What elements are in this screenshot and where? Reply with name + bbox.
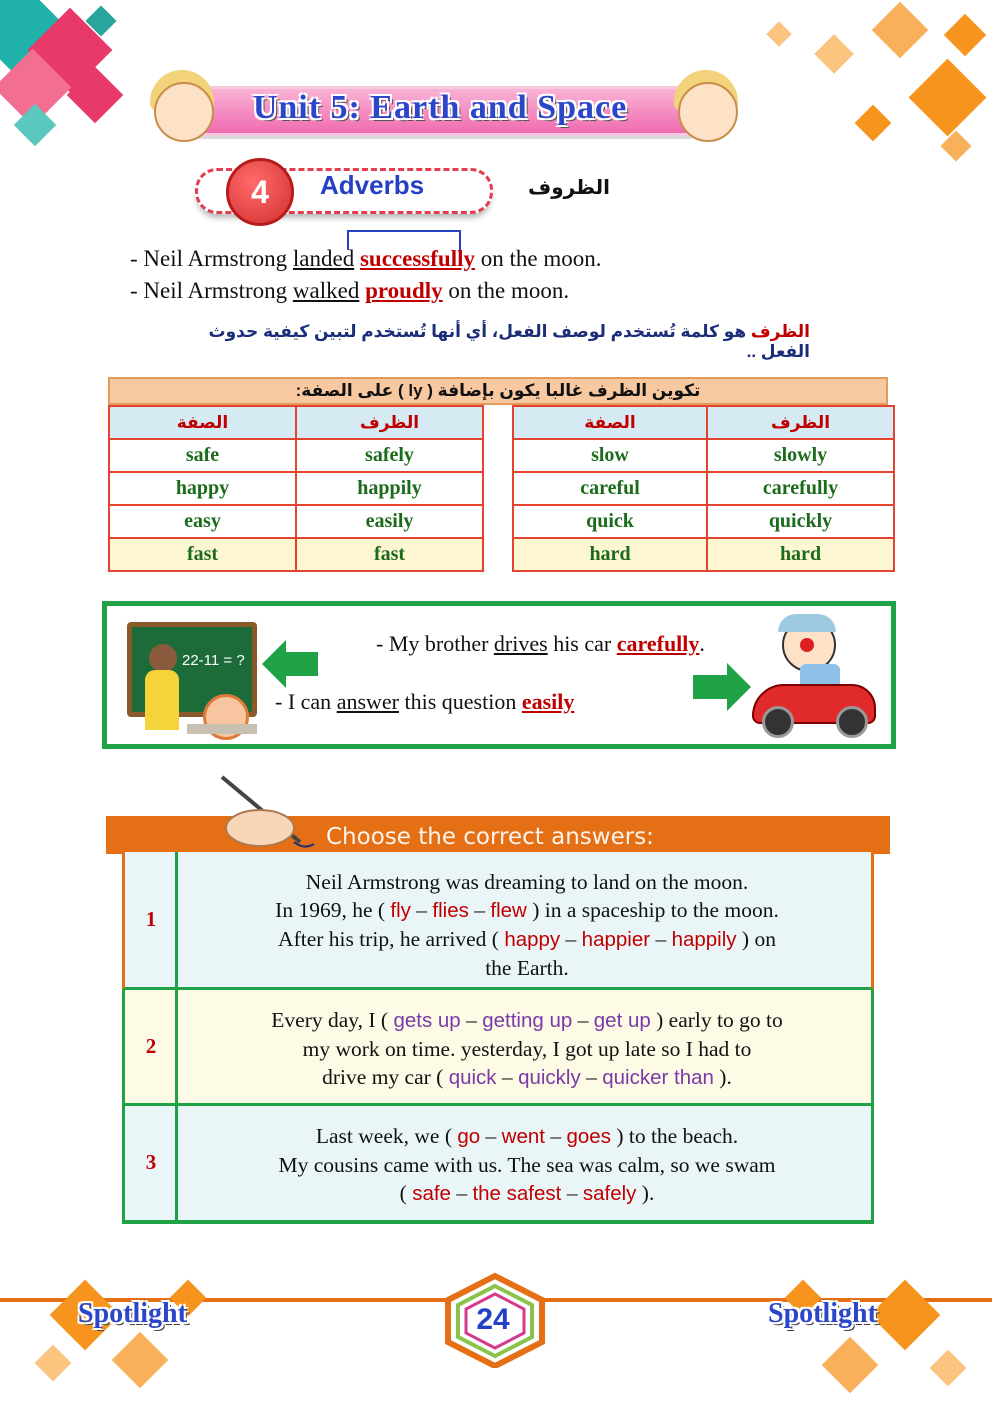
girl-illustration-right bbox=[672, 70, 740, 140]
answer-option[interactable]: fly bbox=[390, 899, 411, 922]
adverb-cell: safely bbox=[296, 439, 483, 472]
answer-option[interactable]: go bbox=[457, 1125, 481, 1148]
adverb-definition bbox=[190, 322, 810, 362]
answer-option[interactable]: gets up bbox=[393, 1009, 461, 1032]
question-text: Every day, I ( gets up – getting up – get up ) early to go to my work on time. yesterday, I got up late so I had to drive my car ( quick – quickly – quicker than ). bbox=[271, 1008, 783, 1089]
brand-right: Spotlight bbox=[768, 1298, 877, 1329]
answer-option[interactable]: get up bbox=[593, 1009, 651, 1032]
adverb-cell: slowly bbox=[707, 439, 894, 472]
writing-hand-icon bbox=[212, 772, 322, 854]
question-text: Neil Armstrong was dreaming to land on the moon. In 1969, he ( fly – flies – flew ) in a spaceship to the moon. After his trip, he arrived ( happy – happier – happily ) on the Earth. bbox=[275, 870, 779, 980]
adjective-cell: easy bbox=[109, 505, 296, 538]
adjective-cell: happy bbox=[109, 472, 296, 505]
answer-option[interactable]: happily bbox=[671, 928, 737, 951]
page-number: 24 bbox=[476, 1303, 510, 1336]
adverb: carefully bbox=[616, 631, 700, 656]
answer-option[interactable]: goes bbox=[566, 1125, 611, 1148]
verb: answer bbox=[336, 689, 399, 714]
adverb-cell: hard bbox=[707, 538, 894, 571]
formation-table-right bbox=[512, 405, 895, 572]
exercise-title: Choose the correct answers: bbox=[326, 824, 654, 850]
adverb-cell: easily bbox=[296, 505, 483, 538]
answer-option[interactable]: safely bbox=[582, 1182, 637, 1205]
arrow-right-icon bbox=[693, 663, 751, 711]
column-header: الصفة bbox=[513, 406, 707, 439]
board-text: 22-11 = ? bbox=[182, 652, 245, 669]
unit-title: Unit 5: Earth and Space bbox=[252, 89, 628, 126]
verb: walked bbox=[292, 278, 360, 303]
answer-option[interactable]: quickly bbox=[518, 1066, 581, 1089]
adjective-cell: hard bbox=[513, 538, 707, 571]
answer-option[interactable]: flies bbox=[432, 899, 469, 922]
adverb: successfully bbox=[359, 246, 475, 271]
adverb-cell: carefully bbox=[707, 472, 894, 505]
adjective-cell: safe bbox=[109, 439, 296, 472]
intro-sentence-1: - Neil Armstrong landed successfully on the moon. bbox=[130, 246, 602, 271]
adverb-cell: fast bbox=[296, 538, 483, 571]
example-sentence-1: - My brother drives his car carefully. bbox=[376, 631, 705, 656]
definition-text: هو كلمة تُستخدم لوصف الفعل، أي أنها تُستخدم لتبين كيفية حدوث الفعل .. bbox=[208, 322, 810, 361]
adverb-cell: quickly bbox=[707, 505, 894, 538]
brand-left: Spotlight bbox=[78, 1298, 187, 1329]
question-row bbox=[122, 990, 874, 1106]
clown-car-illustration bbox=[752, 614, 882, 734]
example-sentence-2: - I can answer this question easily bbox=[275, 689, 575, 714]
definition-term: الظرف bbox=[750, 322, 810, 341]
verb: drives bbox=[493, 631, 548, 656]
adjective-cell: quick bbox=[513, 505, 707, 538]
adverb: proudly bbox=[365, 278, 443, 303]
girl-illustration-left bbox=[148, 70, 216, 140]
adverb-cell: happily bbox=[296, 472, 483, 505]
answer-option[interactable]: getting up bbox=[482, 1009, 573, 1032]
column-header: الظرف bbox=[707, 406, 894, 439]
answer-option[interactable]: went bbox=[501, 1125, 545, 1148]
answer-option[interactable]: flew bbox=[490, 899, 527, 922]
answer-option[interactable]: quick bbox=[448, 1066, 497, 1089]
question-row bbox=[122, 852, 874, 990]
section-label: Adverbs bbox=[320, 170, 425, 200]
teacher-illustration bbox=[127, 622, 259, 737]
adjective-cell: careful bbox=[513, 472, 707, 505]
question-number: 2 bbox=[145, 1034, 157, 1058]
question-row bbox=[122, 1106, 874, 1224]
arrow-left-icon bbox=[262, 638, 320, 690]
adverb: easily bbox=[521, 689, 575, 714]
question-number: 1 bbox=[145, 907, 157, 931]
column-header: الظرف bbox=[296, 406, 483, 439]
formation-table-left bbox=[108, 405, 484, 572]
formation-heading: تكوين الظرف غالبا يكون بإضافة ( ly ) على الصفة: bbox=[108, 377, 888, 405]
answer-option[interactable]: the safest bbox=[472, 1182, 562, 1205]
answer-option[interactable]: safe bbox=[412, 1182, 451, 1205]
question-number: 3 bbox=[145, 1150, 157, 1174]
section-number: 4 bbox=[226, 158, 294, 226]
intro-sentence-2: - Neil Armstrong walked proudly on the moon. bbox=[130, 278, 570, 303]
answer-option[interactable]: happier bbox=[581, 928, 651, 951]
adjective-cell: slow bbox=[513, 439, 707, 472]
section-arabic-label: الظروف bbox=[528, 177, 610, 199]
answer-option[interactable]: happy bbox=[504, 928, 561, 951]
question-text: Last week, we ( go – went – goes ) to the beach. My cousins came with us. The sea was calm, so we swam ( safe – the safest – safely ). bbox=[278, 1124, 776, 1205]
adjective-cell: fast bbox=[109, 538, 296, 571]
answer-option[interactable]: quicker than bbox=[602, 1066, 714, 1089]
verb: landed bbox=[292, 246, 355, 271]
column-header: الصفة bbox=[109, 406, 296, 439]
